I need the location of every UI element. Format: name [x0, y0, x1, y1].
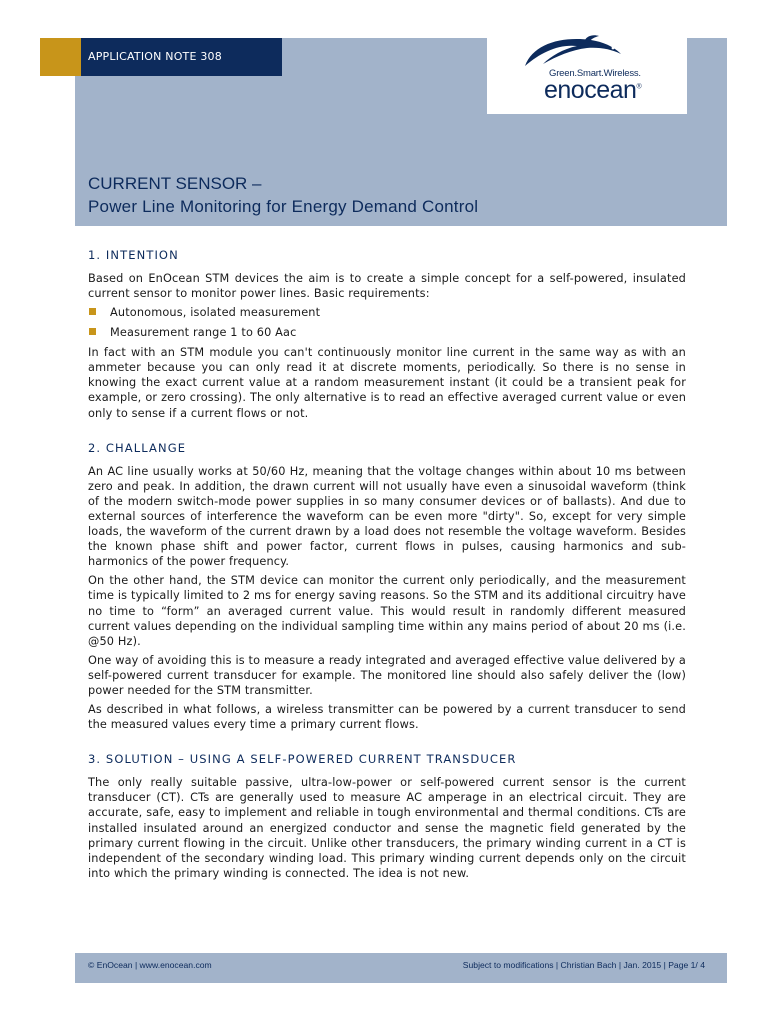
dolphin-icon: [521, 34, 651, 70]
main-content: [88, 248, 686, 885]
bullet-icon: [89, 328, 96, 335]
document-subtitle: Power Line Monitoring for Energy Demand Control: [88, 197, 479, 216]
accent-square: [40, 38, 81, 76]
section-heading-challange: 2. CHALLANGE: [88, 440, 187, 455]
paragraph: As described in what follows, a wireless transmitter can be powered by a current transducer to send the measured values every time a primary current flows.: [88, 703, 686, 732]
paragraph: Based on EnOcean STM devices the aim is to create a simple concept for a self-powered, insulated current sensor to monitor power lines. Basic requirements:: [88, 272, 686, 301]
bullet-icon: [89, 308, 96, 315]
paragraph: On the other hand, the STM device can monitor the current only periodically, and the measurement time is typically limited to 2 ms for energy saving reasons. So the STM and its additional circuitry have no time to “form” an averaged current value. This would result in randomly different measured current values depending on the individual sampling time within any mains period of about 20 ms (i.e. @50 Hz).: [88, 574, 686, 648]
list-item: Autonomous, isolated measurement: [88, 305, 686, 320]
footer-copyright: © EnOcean | www.enocean.com: [88, 960, 212, 970]
footer-page-info: Subject to modifications | Christian Bach | Jan. 2015 | Page 1/ 4: [462, 960, 705, 970]
logo-wordmark: enocean®: [544, 76, 642, 104]
paragraph: In fact with an STM module you can't continuously monitor line current in the same way as with an ammeter because you can only read it at discrete moments, periodically. So there is no sense in knowing the exact current value at a random measurement instant (it could be a transient peak for example, or zero crossing). The only alternative is to read an effective averaged current value or even only to sense if a current flows or not.: [88, 346, 686, 420]
page-footer: [75, 953, 727, 983]
enocean-logo: [487, 22, 687, 114]
paragraph: An AC line usually works at 50/60 Hz, meaning that the voltage changes within about 10 ms between zero and peak. In addition, the drawn current will not usually have even a sinusoidal waveform (think of the modern switch-mode power supplies in so many consumer devices or of ballasts). And due to external sources of interference the waveform can be even more "dirty". So, except for very simple loads, the waveform of the current drawn by a load does not resemble the voltage waveform. Besides the known phase shift and power factor, current flows in pulses, causing harmonics and sub-harmonics of the power frequency.: [88, 464, 686, 569]
section-heading-solution: 3. SOLUTION – USING A SELF-POWERED CURRENT TRANSDUCER: [88, 752, 517, 767]
document-title: CURRENT SENSOR –: [88, 174, 262, 193]
paragraph: The only really suitable passive, ultra-low-power or self-powered current sensor is the current transducer (CT). CTs are generally used to measure AC amperage in an electrical circuit. They are accurate, safe, easy to implement and reliable in tough environmental and thermal conditions. CTs are installed insulated around an energized conductor and sense the magnetic field generated by the primary current flowing in the circuit. Unlike other transducers, the primary winding current in a CT is independent of the secondary winding load. This primary winding current depends only on the circuit into which the primary winding is connected. The idea is not new.: [88, 776, 686, 880]
paragraph: One way of avoiding this is to measure a ready integrated and averaged effective value delivered by a self-powered current transducer for example. The monitored line should also safely deliver the (low) power needed for the STM transmitter.: [88, 653, 686, 697]
requirements-list: [88, 305, 686, 340]
section-heading-intention: 1. INTENTION: [88, 248, 179, 262]
list-item: Measurement range 1 to 60 Aac: [88, 325, 686, 340]
application-note-label: APPLICATION NOTE 308: [81, 38, 282, 76]
logo-tagline: Green.Smart.Wireless.: [549, 68, 641, 79]
